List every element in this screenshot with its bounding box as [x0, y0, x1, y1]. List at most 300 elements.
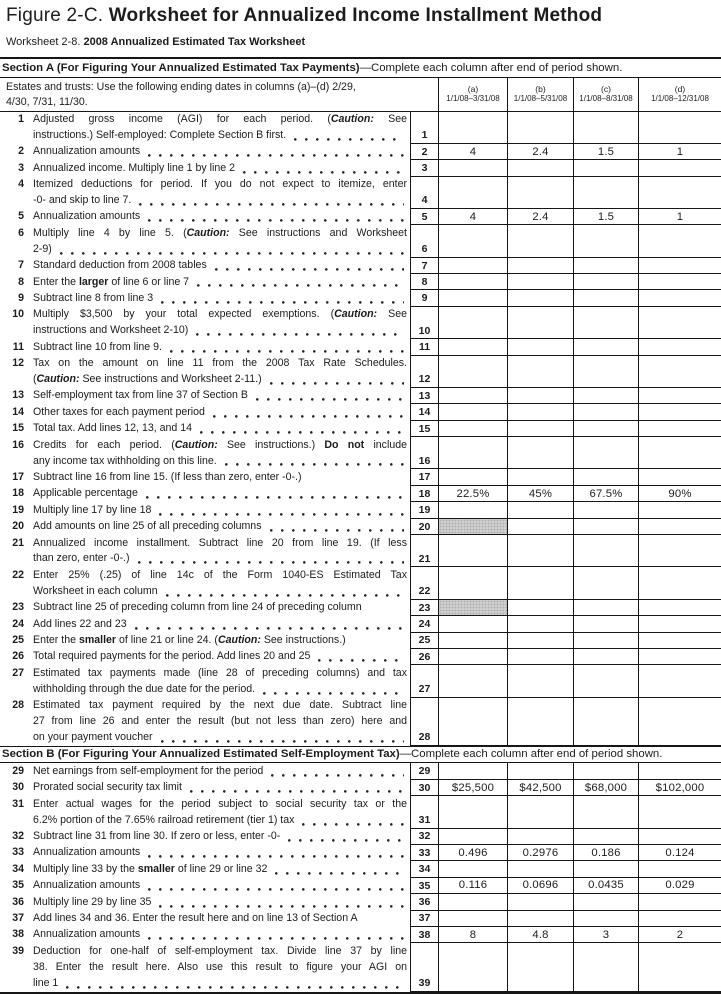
- dot-leader: [161, 740, 404, 743]
- value-cell-b-line-8: [507, 274, 573, 290]
- worksheet-subtitle-main: 2008 Annualized Estimated Tax Worksheet: [83, 36, 306, 48]
- line-number-cell: 11: [410, 339, 438, 355]
- line-description: 22 Enter 25% (.25) of line 14c of the Form 1040-ES Estimated Tax Worksheet in each column: [0, 567, 410, 599]
- worksheet-subtitle: [6, 36, 305, 48]
- line-number-cell: 5: [410, 209, 438, 225]
- dot-leader: [146, 496, 404, 499]
- value-cell-b-line-20: [507, 519, 573, 535]
- estates-note-line2: 4/30, 7/31, 11/30.: [6, 96, 88, 108]
- value-cell-c-line-24: [573, 616, 638, 632]
- value-cell-d-line-13: [638, 388, 721, 404]
- value-cell-a-line-22: [438, 567, 507, 599]
- value-cell-d-line-17: [638, 469, 721, 485]
- value-cell-a-line-7: [438, 258, 507, 274]
- value-cell-c-line-12: [573, 356, 638, 388]
- section-a-header: [0, 59, 721, 78]
- dot-leader: [159, 905, 404, 908]
- line-number-label: 22: [12, 568, 24, 581]
- value-cell-d-line-1: [638, 112, 721, 144]
- worksheet-row-6: [0, 225, 721, 257]
- value-cell-a-line-38: 8: [438, 927, 507, 943]
- line-description: 17 Subtract line 16 from line 15. (If less than zero, enter -0-.): [0, 469, 410, 485]
- worksheet-row-29: [0, 763, 721, 779]
- line-description: 31 Enter actual wages for the period subject to social security tax or the 6.2% portion of the 7.65% railroad retirement (tier 1) tax: [0, 796, 410, 828]
- value-cell-c-line-31: [573, 796, 638, 828]
- dot-leader: [271, 774, 404, 777]
- value-cell-b-line-21: [507, 535, 573, 567]
- value-cell-d-line-11: [638, 339, 721, 355]
- value-cell-a-line-32: [438, 829, 507, 845]
- line-number-label: 28: [12, 699, 24, 712]
- dot-leader: [197, 284, 404, 287]
- column-header-b: [507, 78, 573, 111]
- worksheet-row-9: [0, 290, 721, 306]
- line-number-cell: 1: [410, 112, 438, 144]
- value-cell-a-line-9: [438, 290, 507, 306]
- emphasized-text: Caution:: [217, 634, 261, 646]
- value-cell-b-line-34: [507, 861, 573, 877]
- dot-leader: [170, 350, 404, 353]
- value-cell-b-line-6: [507, 225, 573, 257]
- value-cell-c-line-1: [573, 112, 638, 144]
- line-description: 7 Standard deduction from 2008 tables: [0, 258, 410, 274]
- value-cell-d-line-22: [638, 567, 721, 599]
- line-description: 21 Annualized income installment. Subtract line 20 from line 19. (If less than zero, enter -0-.): [0, 535, 410, 567]
- value-cell-a-line-12: [438, 356, 507, 388]
- line-number-label: 8: [18, 275, 24, 288]
- line-number-label: 34: [12, 862, 24, 875]
- line-description: 29 Net earnings from self-employment for the period: [0, 763, 410, 779]
- dot-leader: [60, 252, 404, 255]
- value-cell-a-line-19: [438, 502, 507, 518]
- value-cell-a-line-11: [438, 339, 507, 355]
- estates-note-line1: Estates and trusts: Use the following ending dates in columns (a)–(d) 2/29,: [6, 80, 356, 93]
- value-cell-d-line-36: [638, 894, 721, 910]
- line-description: 34 Multiply line 33 by the smaller of line 29 or line 32: [0, 861, 410, 877]
- value-cell-b-line-7: [507, 258, 573, 274]
- line-number-cell: 18: [410, 486, 438, 502]
- dot-leader: [275, 872, 404, 875]
- emphasized-text: Caution:: [186, 226, 230, 239]
- value-cell-a-line-5: 4: [438, 209, 507, 225]
- line-number-label: 1: [18, 113, 24, 125]
- value-cell-c-line-10: [573, 307, 638, 339]
- emphasized-text: Caution:: [36, 373, 80, 385]
- value-cell-b-line-13: [507, 388, 573, 404]
- value-cell-a-line-6: [438, 225, 507, 257]
- dot-leader: [148, 888, 404, 891]
- value-cell-b-line-23: [507, 600, 573, 616]
- value-cell-b-line-4: [507, 177, 573, 209]
- line-number-label: 35: [12, 879, 24, 892]
- value-cell-a-line-24: [438, 616, 507, 632]
- worksheet-row-15: [0, 421, 721, 437]
- line-number-cell: 12: [410, 356, 438, 388]
- line-number-label: 12: [12, 357, 24, 370]
- line-number-label: 3: [18, 161, 24, 174]
- line-number-cell: 4: [410, 177, 438, 209]
- value-cell-d-line-37: [638, 911, 721, 927]
- emphasized-text: Caution:: [330, 113, 374, 125]
- line-description: 28 Estimated tax payment required by the next due date. Subtract line 27 from line 26 and enter the result (but not less than zero) here and on your payment voucher: [0, 698, 410, 746]
- column-c-dates: 1/1/08–8/31/08: [579, 94, 633, 103]
- value-cell-c-line-29: [573, 763, 638, 779]
- value-cell-a-line-1: [438, 112, 507, 144]
- dot-leader: [256, 398, 404, 401]
- value-cell-d-line-24: [638, 616, 721, 632]
- dot-leader: [243, 171, 404, 174]
- value-cell-b-line-2: 2.4: [507, 144, 573, 160]
- line-number-label: 7: [18, 259, 24, 272]
- value-cell-c-line-11: [573, 339, 638, 355]
- line-number-label: 15: [12, 422, 24, 435]
- dot-leader: [302, 823, 404, 826]
- value-cell-a-line-27: [438, 665, 507, 697]
- worksheet-rows: [0, 112, 721, 992]
- value-cell-b-line-29: [507, 763, 573, 779]
- worksheet-row-22: [0, 567, 721, 599]
- value-cell-d-line-29: [638, 763, 721, 779]
- line-description: 14 Other taxes for each payment period: [0, 404, 410, 420]
- column-a-dates: 1/1/08–3/31/08: [446, 94, 500, 103]
- worksheet-row-12: [0, 356, 721, 388]
- emphasized-text: smaller: [137, 862, 175, 875]
- line-description: 10 Multiply $3,500 by your total expected exemptions. (Caution: See instructions and Worksheet 2-10): [0, 307, 410, 339]
- value-cell-b-line-16: [507, 437, 573, 469]
- line-description: 15 Total tax. Add lines 12, 13, and 14: [0, 421, 410, 437]
- column-header-a: [438, 78, 507, 111]
- section-b-header: Section B (For Figuring Your Annualized Estimated Self-Employment Tax)—Complete each column after end of period shown.: [0, 746, 721, 764]
- value-cell-d-line-35: 0.029: [638, 878, 721, 894]
- column-b-label: (b): [535, 84, 546, 94]
- value-cell-d-line-6: [638, 225, 721, 257]
- worksheet-row-1: [0, 112, 721, 144]
- emphasized-text: smaller: [78, 634, 117, 646]
- section-a-title: Section A (For Figuring Your Annualized Estimated Tax Payments): [2, 61, 360, 74]
- value-cell-b-line-36: [507, 894, 573, 910]
- dot-leader: [66, 986, 404, 989]
- line-number-cell: 32: [410, 829, 438, 845]
- value-cell-a-line-2: 4: [438, 144, 507, 160]
- line-number-label: 25: [12, 634, 24, 646]
- line-number-cell: 35: [410, 878, 438, 894]
- value-cell-b-line-5: 2.4: [507, 209, 573, 225]
- figure-title-main: Worksheet for Annualized Income Installment Method: [108, 5, 603, 26]
- worksheet-row-27: [0, 665, 721, 697]
- value-cell-c-line-22: [573, 567, 638, 599]
- value-cell-a-line-33: 0.496: [438, 845, 507, 861]
- line-number-label: 17: [12, 470, 24, 483]
- value-cell-c-line-28: [573, 698, 638, 746]
- value-cell-d-line-23: [638, 600, 721, 616]
- value-cell-c-line-38: 3: [573, 927, 638, 943]
- value-cell-b-line-14: [507, 404, 573, 420]
- worksheet-row-24: [0, 616, 721, 632]
- value-cell-b-line-11: [507, 339, 573, 355]
- worksheet-row-10: [0, 307, 721, 339]
- line-description: 11 Subtract line 10 from line 9.: [0, 339, 410, 355]
- value-cell-d-line-27: [638, 665, 721, 697]
- value-cell-c-line-26: [573, 649, 638, 665]
- value-cell-d-line-32: [638, 829, 721, 845]
- line-number-label: 37: [12, 912, 24, 925]
- value-cell-a-line-13: [438, 388, 507, 404]
- value-cell-a-line-4: [438, 177, 507, 209]
- value-cell-d-line-5: 1: [638, 209, 721, 225]
- worksheet-row-20: [0, 519, 721, 535]
- line-number-cell: 9: [410, 290, 438, 306]
- value-cell-d-line-15: [638, 421, 721, 437]
- value-cell-a-line-21: [438, 535, 507, 567]
- value-cell-a-line-25: [438, 633, 507, 649]
- value-cell-b-line-28: [507, 698, 573, 746]
- line-description: 5 Annualization amounts: [0, 209, 410, 225]
- value-cell-a-line-39: [438, 943, 507, 991]
- line-description: 19 Multiply line 17 by line 18: [0, 502, 410, 518]
- line-description: 32 Subtract line 31 from line 30. If zero or less, enter -0-: [0, 829, 410, 845]
- value-cell-c-line-37: [573, 911, 638, 927]
- column-d-label: (d): [674, 84, 686, 94]
- value-cell-b-line-22: [507, 567, 573, 599]
- value-cell-d-line-19: [638, 502, 721, 518]
- value-cell-d-line-30: $102,000: [638, 780, 721, 796]
- dot-leader: [161, 301, 404, 304]
- value-cell-c-line-33: 0.186: [573, 845, 638, 861]
- value-cell-a-line-37: [438, 911, 507, 927]
- worksheet-row-38: [0, 927, 721, 943]
- value-cell-d-line-39: [638, 943, 721, 991]
- line-number-cell: 39: [410, 943, 438, 991]
- line-description: 18 Applicable percentage: [0, 486, 410, 502]
- line-number-label: 10: [12, 308, 24, 321]
- line-description: 9 Subtract line 8 from line 3: [0, 290, 410, 306]
- value-cell-b-line-24: [507, 616, 573, 632]
- line-description: 4 Itemized deductions for period. If you do not expect to itemize, enter -0- and skip to line 7.: [0, 177, 410, 209]
- line-number-label: 36: [12, 895, 24, 908]
- line-description: 13 Self-employment tax from line 37 of Section B: [0, 388, 410, 404]
- value-cell-a-line-29: [438, 763, 507, 779]
- dot-leader: [270, 529, 405, 532]
- line-number-cell: 38: [410, 927, 438, 943]
- section-a-instruction: —Complete each column after end of period shown.: [359, 61, 623, 74]
- emphasized-text: Caution:: [174, 438, 218, 451]
- figure-title: [6, 5, 602, 27]
- value-cell-b-line-37: [507, 911, 573, 927]
- value-cell-c-line-18: 67.5%: [573, 486, 638, 502]
- line-number-cell: 3: [410, 160, 438, 176]
- value-cell-a-line-20: [438, 519, 507, 535]
- value-cell-d-line-8: [638, 274, 721, 290]
- dot-leader: [215, 268, 404, 271]
- value-cell-c-line-30: $68,000: [573, 780, 638, 796]
- line-number-label: 30: [12, 781, 24, 794]
- column-a-label: (a): [467, 84, 479, 94]
- value-cell-a-line-10: [438, 307, 507, 339]
- worksheet-row-2: [0, 144, 721, 160]
- value-cell-c-line-39: [573, 943, 638, 991]
- line-number-cell: 6: [410, 225, 438, 257]
- line-number-cell: 21: [410, 535, 438, 567]
- value-cell-d-line-38: 2: [638, 927, 721, 943]
- worksheet-row-36: [0, 894, 721, 910]
- dot-leader: [196, 333, 404, 336]
- worksheet-table: [0, 57, 721, 994]
- line-description: 12 Tax on the amount on line 11 from the 2008 Tax Rate Schedules. (Caution: See instructions and Worksheet 2-11.): [0, 356, 410, 388]
- dot-leader: [318, 659, 404, 662]
- value-cell-c-line-5: 1.5: [573, 209, 638, 225]
- value-cell-d-line-20: [638, 519, 721, 535]
- worksheet-row-17: [0, 469, 721, 485]
- value-cell-c-line-15: [573, 421, 638, 437]
- line-number-cell: 14: [410, 404, 438, 420]
- line-number-label: 23: [12, 601, 24, 614]
- line-number-label: 13: [12, 389, 24, 402]
- dot-leader: [159, 513, 404, 516]
- emphasized-text: larger: [78, 275, 109, 288]
- line-number-label: 2: [18, 145, 24, 158]
- value-cell-d-line-16: [638, 437, 721, 469]
- dot-leader: [200, 431, 404, 434]
- line-description: 39 Deduction for one-half of self-employment tax. Divide line 37 by line 38. Enter the result here. Also use this result to figure your AGI on line 1: [0, 943, 410, 991]
- worksheet-row-3: [0, 160, 721, 176]
- value-cell-c-line-32: [573, 829, 638, 845]
- line-description: 2 Annualization amounts: [0, 144, 410, 160]
- value-cell-d-line-10: [638, 307, 721, 339]
- value-cell-b-line-39: [507, 943, 573, 991]
- dot-leader: [213, 415, 404, 418]
- value-cell-c-line-6: [573, 225, 638, 257]
- value-cell-b-line-12: [507, 356, 573, 388]
- value-cell-a-line-14: [438, 404, 507, 420]
- value-cell-b-line-3: [507, 160, 573, 176]
- value-cell-a-line-16: [438, 437, 507, 469]
- value-cell-c-line-36: [573, 894, 638, 910]
- dot-leader: [288, 839, 404, 842]
- value-cell-b-line-19: [507, 502, 573, 518]
- worksheet-row-37: [0, 911, 721, 927]
- line-number-label: 19: [12, 503, 24, 516]
- line-number-cell: 2: [410, 144, 438, 160]
- value-cell-c-line-35: 0.0435: [573, 878, 638, 894]
- worksheet-row-11: [0, 339, 721, 355]
- value-cell-c-line-8: [573, 274, 638, 290]
- line-number-label: 18: [12, 487, 24, 500]
- line-number-cell: 24: [410, 616, 438, 632]
- line-number-label: 6: [18, 226, 24, 239]
- value-cell-a-line-28: [438, 698, 507, 746]
- value-cell-b-line-33: 0.2976: [507, 845, 573, 861]
- worksheet-row-19: [0, 502, 721, 518]
- value-cell-a-line-8: [438, 274, 507, 290]
- line-number-label: 26: [12, 650, 24, 663]
- dot-leader: [148, 219, 404, 222]
- value-cell-c-line-9: [573, 290, 638, 306]
- value-cell-d-line-7: [638, 258, 721, 274]
- value-cell-a-line-30: $25,500: [438, 780, 507, 796]
- value-cell-b-line-18: 45%: [507, 486, 573, 502]
- dot-leader: [294, 138, 404, 141]
- line-number-cell: 31: [410, 796, 438, 828]
- value-cell-c-line-3: [573, 160, 638, 176]
- column-c-label: (c): [601, 84, 611, 94]
- column-header-c: [573, 78, 638, 111]
- value-cell-c-line-16: [573, 437, 638, 469]
- estates-trusts-note: [0, 78, 438, 111]
- worksheet-row-25: [0, 633, 721, 649]
- value-cell-b-line-35: 0.0696: [507, 878, 573, 894]
- dot-leader: [135, 627, 404, 630]
- value-cell-d-line-9: [638, 290, 721, 306]
- line-number-cell: 23: [410, 600, 438, 616]
- line-number-cell: 29: [410, 763, 438, 779]
- line-description: 27 Estimated tax payments made (line 28 of preceding columns) and tax withholding through the due date for the period.: [0, 665, 410, 697]
- worksheet-row-13: [0, 388, 721, 404]
- value-cell-c-line-2: 1.5: [573, 144, 638, 160]
- value-cell-b-line-1: [507, 112, 573, 144]
- line-description: 38 Annualization amounts: [0, 927, 410, 943]
- value-cell-a-line-3: [438, 160, 507, 176]
- worksheet-row-35: [0, 878, 721, 894]
- line-number-cell: 19: [410, 502, 438, 518]
- value-cell-c-line-13: [573, 388, 638, 404]
- value-cell-b-line-27: [507, 665, 573, 697]
- line-number-cell: 33: [410, 845, 438, 861]
- line-description: 3 Annualized income. Multiply line 1 by line 2: [0, 160, 410, 176]
- value-cell-c-line-27: [573, 665, 638, 697]
- dot-leader: [190, 790, 404, 793]
- worksheet-row-33: [0, 845, 721, 861]
- value-cell-b-line-31: [507, 796, 573, 828]
- dot-leader: [270, 382, 404, 385]
- worksheet-row-14: [0, 404, 721, 420]
- worksheet-row-16: [0, 437, 721, 469]
- line-number-cell: 37: [410, 911, 438, 927]
- worksheet-row-4: [0, 177, 721, 209]
- line-number-cell: 27: [410, 665, 438, 697]
- line-number-cell: 17: [410, 469, 438, 485]
- column-b-dates: 1/1/08–5/31/08: [513, 94, 568, 103]
- line-description: 25 Enter the smaller of line 21 or line 24. (Caution: See instructions.): [0, 633, 410, 649]
- dot-leader: [166, 594, 404, 597]
- line-number-label: 4: [18, 178, 24, 191]
- value-cell-b-line-10: [507, 307, 573, 339]
- line-description: 33 Annualization amounts: [0, 845, 410, 861]
- worksheet-row-26: [0, 649, 721, 665]
- dot-leader: [225, 463, 404, 466]
- line-number-label: 20: [12, 520, 24, 533]
- worksheet-subtitle-prefix: Worksheet 2-8.: [6, 36, 81, 48]
- figure-title-prefix: Figure 2-C.: [6, 5, 104, 26]
- column-d-dates: 1/1/08–12/31/08: [651, 94, 709, 103]
- value-cell-c-line-17: [573, 469, 638, 485]
- line-number-cell: 7: [410, 258, 438, 274]
- value-cell-b-line-32: [507, 829, 573, 845]
- value-cell-d-line-2: 1: [638, 144, 721, 160]
- line-number-cell: 13: [410, 388, 438, 404]
- value-cell-b-line-30: $42,500: [507, 780, 573, 796]
- line-description: 23 Subtract line 25 of preceding column from line 24 of preceding column: [0, 600, 410, 616]
- dot-leader: [138, 561, 404, 564]
- value-cell-d-line-3: [638, 160, 721, 176]
- line-number-label: 32: [12, 830, 24, 843]
- line-description: 8 Enter the larger of line 6 or line 7: [0, 274, 410, 290]
- line-number-label: 21: [12, 536, 24, 549]
- value-cell-a-line-15: [438, 421, 507, 437]
- value-cell-c-line-34: [573, 861, 638, 877]
- worksheet-row-32: [0, 829, 721, 845]
- worksheet-row-31: [0, 796, 721, 828]
- worksheet-row-39: [0, 943, 721, 991]
